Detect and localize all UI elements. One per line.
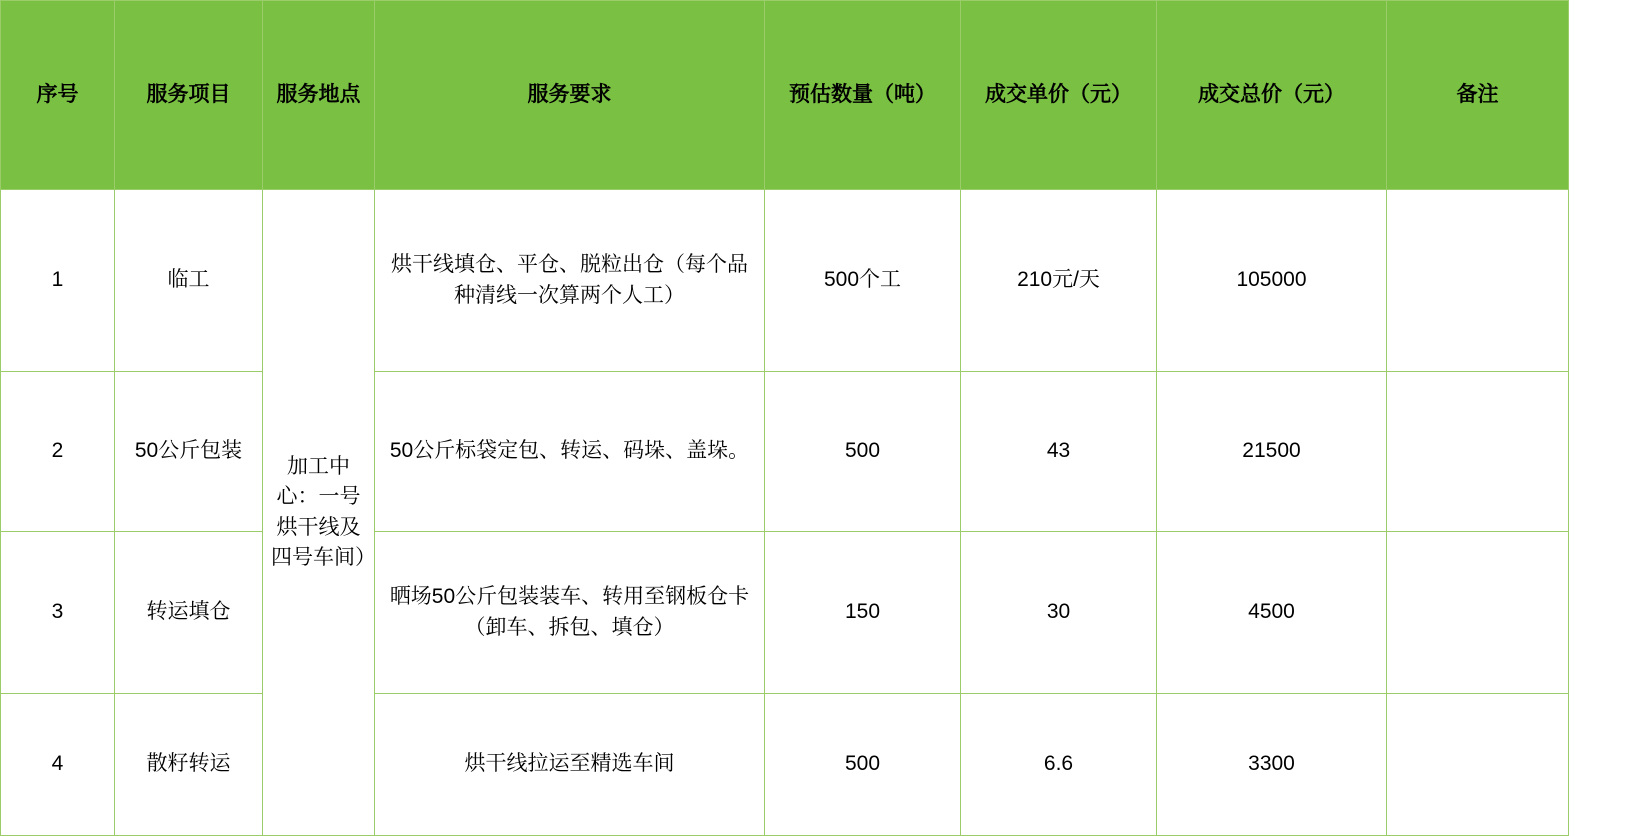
column-header-service-item: 服务项目 — [115, 1, 263, 190]
column-header-service-requirement: 服务要求 — [375, 1, 765, 190]
cell-no: 4 — [1, 694, 115, 836]
cell-total-price: 4500 — [1157, 532, 1387, 694]
cell-service-item: 散籽转运 — [115, 694, 263, 836]
cell-service-item: 50公斤包装 — [115, 372, 263, 532]
cell-total-price: 105000 — [1157, 190, 1387, 372]
cell-no: 1 — [1, 190, 115, 372]
table-row — [1, 532, 1569, 694]
cell-unit-price: 210元/天 — [961, 190, 1157, 372]
cell-service-place-merged: 加工中心：一号烘干线及四号车间） — [263, 190, 375, 836]
column-header-service-place: 服务地点 — [263, 1, 375, 190]
cell-service-requirement: 烘干线填仓、平仓、脱粒出仓（每个品种清线一次算两个人工） — [375, 190, 765, 372]
cell-estimated-quantity: 500 — [765, 694, 961, 836]
cell-unit-price: 30 — [961, 532, 1157, 694]
cell-unit-price: 43 — [961, 372, 1157, 532]
column-header-total-price: 成交总价（元） — [1157, 1, 1387, 190]
cell-service-item: 临工 — [115, 190, 263, 372]
cell-remark — [1387, 372, 1569, 532]
header-row — [1, 1, 1569, 190]
column-header-no: 序号 — [1, 1, 115, 190]
cell-service-requirement: 晒场50公斤包装装车、转用至钢板仓卡（卸车、拆包、填仓） — [375, 532, 765, 694]
cell-service-item: 转运填仓 — [115, 532, 263, 694]
cell-remark — [1387, 532, 1569, 694]
cell-total-price: 21500 — [1157, 372, 1387, 532]
column-header-estimated-quantity: 预估数量（吨） — [765, 1, 961, 190]
table-row — [1, 694, 1569, 836]
cell-estimated-quantity: 500个工 — [765, 190, 961, 372]
column-header-unit-price: 成交单价（元） — [961, 1, 1157, 190]
cell-no: 3 — [1, 532, 115, 694]
cell-no: 2 — [1, 372, 115, 532]
cell-estimated-quantity: 500 — [765, 372, 961, 532]
cell-remark — [1387, 190, 1569, 372]
cell-service-requirement: 烘干线拉运至精选车间 — [375, 694, 765, 836]
column-header-remark: 备注 — [1387, 1, 1569, 190]
cell-service-requirement: 50公斤标袋定包、转运、码垛、盖垛。 — [375, 372, 765, 532]
cell-estimated-quantity: 150 — [765, 532, 961, 694]
cell-remark — [1387, 694, 1569, 836]
table-row — [1, 372, 1569, 532]
cell-unit-price: 6.6 — [961, 694, 1157, 836]
table-body — [1, 190, 1569, 836]
cell-total-price: 3300 — [1157, 694, 1387, 836]
table-header — [1, 1, 1569, 190]
table-row — [1, 190, 1569, 372]
